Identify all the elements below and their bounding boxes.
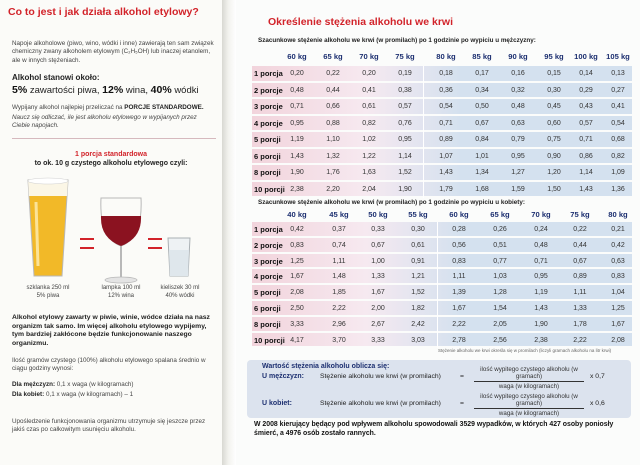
right-title: Określenie stężenia alkoholu we krwi	[268, 16, 453, 28]
bac-value-cell: 1,90	[534, 320, 548, 328]
bac-value-cell: 0,54	[611, 119, 625, 127]
bac-value-cell: 0,20	[290, 70, 304, 77]
portion-label: 6 porcji	[254, 151, 281, 161]
bac-value-cell: 1,22	[362, 152, 376, 160]
bac-value-cell: 0,13	[611, 70, 625, 77]
bac-value-cell: 1,67	[611, 320, 625, 328]
effect-paragraph: Alkohol etylowy zawarty w piwie, winie, wódce działa na nasz organizm tak samo. Im więcej alkoholu etylowego wypijemy, tym bardziej zakłócone będzie funkcjonowanie naszego organizmu.	[12, 314, 210, 347]
bac-value-cell: 3,33	[290, 320, 304, 328]
women-burn-formula: Dla kobiet: 0,1 x waga (w kilogramach) – 1	[12, 391, 134, 398]
bac-value-cell: 0,30	[547, 86, 561, 94]
bac-value-cell: 1,02	[362, 136, 376, 143]
left-title: Co to jest i jak działa alkohol etylowy?	[8, 6, 199, 18]
bac-value-cell: 0,61	[411, 241, 425, 249]
bac-value-cell: 0,48	[290, 86, 304, 94]
portion-label: 4 porcje	[254, 272, 283, 282]
portion-label: 10 porcji	[254, 335, 285, 345]
equals-sign-icon	[80, 238, 94, 249]
weight-header: 105 kg	[606, 52, 630, 61]
bac-value-cell: 1,48	[332, 273, 346, 281]
formula-men-label: U mężczyzn:	[262, 373, 305, 380]
bac-value-cell: 4,17	[290, 336, 304, 344]
bac-value-cell: 0,18	[439, 70, 453, 77]
bac-value-cell: 1,25	[611, 305, 625, 312]
bac-value-cell: 0,41	[362, 86, 376, 94]
bac-value-cell: 0,83	[290, 241, 304, 249]
portion-label: 2 porcje	[254, 85, 283, 95]
standard-portion-hint: Naucz się odliczać, ile jest alkoholu etylowego w wypijanych przez Ciebie napojach.	[12, 114, 197, 130]
bac-value-cell: 1,07	[439, 152, 453, 160]
portion-label: 3 porcje	[254, 102, 283, 111]
bac-value-cell: 0,91	[411, 257, 425, 265]
bac-value-cell: 0,66	[326, 103, 340, 110]
bac-value-cell: 2,78	[452, 336, 466, 344]
bac-value-cell: 1,19	[534, 289, 548, 297]
formula-men-lhs: Stężenie alkoholu we krwi (w promilach)	[320, 373, 441, 380]
bac-value-cell: 1,36	[611, 185, 625, 193]
bac-value-cell: 0,22	[326, 70, 340, 77]
column-separator	[437, 222, 438, 348]
bac-value-cell: 0,21	[611, 226, 625, 233]
weight-header: 90 kg	[508, 52, 528, 61]
intro-text: Napoje alkoholowe (piwo, wino, wódki i inne) zawierają ten sam związek chemiczny zwany alkoholem etylowym (C₂H₅OH) lub inaczej etanolem, ale w innych stężeniach.	[12, 40, 214, 64]
bac-value-cell: 0,15	[547, 70, 561, 77]
bac-value-cell: 1,67	[290, 273, 304, 281]
bac-value-cell: 0,43	[579, 103, 593, 110]
weight-header: 45 kg	[329, 210, 349, 219]
weight-header: 65 kg	[323, 52, 343, 61]
bac-value-cell: 0,61	[362, 103, 376, 110]
bac-value-cell: 0,84	[475, 136, 489, 143]
portion-label: 3 porcje	[254, 256, 283, 266]
bac-value-cell: 0,74	[332, 241, 346, 249]
bac-value-cell: 0,33	[371, 226, 385, 233]
bac-value-cell: 0,50	[475, 103, 489, 110]
bac-value-cell: 0,63	[511, 119, 525, 127]
bac-value-cell: 0,28	[452, 226, 466, 233]
bac-value-cell: 1,11	[573, 289, 587, 297]
bac-value-cell: 3,70	[332, 336, 346, 344]
bac-value-cell: 1,50	[547, 185, 561, 193]
weight-header: 70 kg	[531, 210, 551, 219]
weight-header: 80 kg	[608, 210, 628, 219]
bac-value-cell: 1,20	[547, 169, 561, 176]
bac-value-cell: 1,32	[326, 152, 340, 160]
bac-value-cell: 0,20	[362, 70, 376, 77]
bac-value-cell: 0,56	[452, 241, 466, 249]
portion-label: 4 porcje	[254, 118, 283, 128]
bac-value-cell: 0,82	[611, 152, 625, 160]
bac-value-cell: 2,00	[371, 305, 385, 312]
vodka-shot-glass-icon	[166, 236, 192, 280]
bac-value-cell: 0,67	[573, 257, 587, 265]
beer-glass-icon	[24, 176, 72, 280]
bac-value-cell: 1,34	[475, 169, 489, 176]
weight-header: 85 kg	[472, 52, 492, 61]
bac-value-cell: 0,29	[579, 86, 593, 94]
bac-value-cell: 0,42	[611, 241, 625, 249]
bac-value-cell: 0,95	[511, 152, 525, 160]
formula-women-factor: x 0,6	[590, 400, 605, 407]
bac-value-cell: 0,83	[452, 257, 466, 265]
bac-value-cell: 0,90	[547, 152, 561, 160]
weight-header: 65 kg	[490, 210, 510, 219]
bac-value-cell: 2,22	[573, 336, 587, 344]
bac-value-cell: 1,19	[290, 136, 304, 143]
weight-header: 80 kg	[436, 52, 456, 61]
bac-value-cell: 1,67	[371, 289, 385, 297]
bac-value-cell: 0,44	[573, 241, 587, 249]
bac-value-cell: 0,51	[493, 241, 507, 249]
standard-portion-subtitle: to ok. 10 g czystego alkoholu etylowego czyli:	[34, 160, 188, 167]
bac-value-cell: 1,52	[398, 169, 412, 176]
bac-value-cell: 1,63	[362, 169, 376, 176]
bac-value-cell: 1,67	[452, 305, 466, 312]
bac-value-cell: 0,57	[398, 103, 412, 110]
bac-value-cell: 1,39	[452, 289, 466, 297]
burn-rate-text: Ilość gramów czystego (100%) alkoholu etylowego spalana średnio w ciągu godziny wynosi:	[12, 357, 206, 373]
bac-value-cell: 1,43	[579, 185, 593, 193]
bac-value-cell: 2,22	[452, 320, 466, 328]
bac-value-cell: 1,10	[326, 136, 340, 143]
bac-value-cell: 0,71	[579, 136, 593, 143]
portion-label: 8 porcji	[254, 319, 281, 329]
bac-value-cell: 1,43	[290, 152, 304, 160]
weight-header: 55 kg	[408, 210, 428, 219]
bac-value-cell: 0,30	[411, 226, 425, 233]
table-note: Stężenie alkoholu we krwi określa się w promilach (liczyli gramach alkoholu na litr krwi)	[438, 348, 612, 353]
footer-note: Upośledzenie funkcjonowania organizmu utrzymuje się jeszcze przez jakiś czas po całkowitym usunięciu alkoholu.	[12, 418, 206, 434]
men-burn-formula: Dla mężczyzn: 0,1 x waga (w kilogramach)	[12, 381, 134, 388]
standard-portion-text: Wypijany alkohol najlepiej przeliczać na PORCJE STANDARDOWE.	[12, 104, 204, 111]
men-table-subtitle: Szacunkowe stężenie alkoholu we krwi (w promilach) po 1 godzinie po wypiciu u mężczyzny:	[258, 37, 536, 44]
alcohol-percentages: 5% zawartości piwa, 12% wina, 40% wódki	[12, 84, 199, 96]
bac-value-cell: 1,11	[452, 273, 466, 281]
bac-value-cell: 1,33	[573, 305, 587, 312]
bac-value-cell: 0,67	[475, 119, 489, 127]
bac-value-cell: 2,08	[611, 336, 625, 344]
bac-value-cell: 3,33	[371, 336, 385, 344]
weight-header: 75 kg	[570, 210, 590, 219]
bac-value-cell: 1,28	[493, 289, 507, 297]
bac-value-cell: 0,63	[611, 257, 625, 265]
beer-caption: szklanka 250 ml 5% piwa	[26, 285, 70, 299]
bac-value-cell: 2,42	[411, 320, 425, 328]
bac-value-cell: 2,56	[493, 336, 507, 344]
page-fold	[222, 0, 236, 465]
portion-label: 1 porcja	[254, 69, 283, 78]
bac-value-cell: 2,50	[290, 305, 304, 312]
bac-value-cell: 1,01	[475, 152, 489, 160]
bac-value-cell: 0,60	[547, 119, 561, 127]
bac-value-cell: 0,48	[534, 241, 548, 249]
bac-value-cell: 1,25	[290, 257, 304, 265]
bac-value-cell: 0,26	[493, 226, 507, 233]
bac-value-cell: 1,14	[579, 169, 593, 176]
weight-header: 40 kg	[287, 210, 307, 219]
bac-value-cell: 0,83	[611, 273, 625, 281]
bac-value-cell: 1,09	[611, 169, 625, 176]
weight-header: 60 kg	[449, 210, 469, 219]
bac-value-cell: 0,41	[611, 103, 625, 110]
bac-value-cell: 1,78	[573, 320, 587, 328]
weight-header: 95 kg	[544, 52, 564, 61]
bac-value-cell: 0,48	[511, 103, 525, 110]
weight-header: 50 kg	[368, 210, 388, 219]
bac-value-cell: 1,90	[290, 169, 304, 176]
bac-value-cell: 0,38	[398, 86, 412, 94]
bac-value-cell: 1,21	[411, 273, 425, 281]
bac-value-cell: 1,59	[511, 185, 525, 193]
bac-value-cell: 1,52	[411, 289, 425, 297]
bac-value-cell: 0,82	[362, 119, 376, 127]
bac-value-cell: 2,38	[534, 336, 548, 344]
portion-label: 8 porcji	[254, 168, 281, 177]
bac-value-cell: 0,37	[332, 226, 346, 233]
bac-value-cell: 2,67	[371, 320, 385, 328]
bac-value-cell: 0,14	[579, 70, 593, 77]
bac-value-cell: 0,71	[534, 257, 548, 265]
bac-value-cell: 1,03	[493, 273, 507, 281]
bac-value-cell: 1,90	[398, 185, 412, 193]
bac-value-cell: 1,85	[332, 289, 346, 297]
bac-value-cell: 1,00	[371, 257, 385, 265]
formula-women-fraction: ilość wypitego czystego alkoholu (w gramach) waga (w kilogramach)	[474, 393, 584, 417]
bac-value-cell: 1,11	[332, 257, 346, 265]
bac-value-cell: 0,95	[534, 273, 548, 281]
bac-value-cell: 0,44	[326, 86, 340, 94]
bac-value-cell: 2,04	[362, 185, 376, 193]
bac-value-cell: 1,27	[511, 169, 525, 176]
bac-value-cell: 0,24	[534, 226, 548, 233]
divider	[12, 138, 216, 139]
bac-value-cell: 0,77	[493, 257, 507, 265]
bac-value-cell: 0,79	[511, 136, 525, 143]
bac-value-cell: 0,42	[290, 226, 304, 233]
formula-men-factor: x 0,7	[590, 373, 605, 380]
bac-value-cell: 0,68	[611, 136, 625, 143]
column-separator	[423, 66, 424, 198]
bac-value-cell: 0,34	[475, 86, 489, 94]
formula-women-lhs: Stężenie alkoholu we krwi (w promilach)	[320, 400, 441, 407]
bac-value-cell: 1,68	[475, 185, 489, 193]
bac-value-cell: 1,33	[371, 273, 385, 281]
bac-value-cell: 3,03	[411, 336, 425, 344]
wine-caption: lampka 100 ml 12% wina	[101, 285, 141, 299]
bac-value-cell: 0,54	[439, 103, 453, 110]
portion-label: 1 porcja	[254, 225, 283, 234]
bac-value-cell: 2,05	[493, 320, 507, 328]
bac-value-cell: 2,38	[290, 185, 304, 193]
bac-value-cell: 0,45	[547, 103, 561, 110]
portion-label: 10 porcji	[254, 184, 285, 194]
bac-value-cell: 0,22	[573, 226, 587, 233]
content-heading: Alkohol stanowi około:	[12, 73, 100, 82]
bac-value-cell: 0,71	[439, 119, 453, 127]
bac-value-cell: 0,19	[398, 70, 412, 77]
bac-value-cell: 0,86	[579, 152, 593, 160]
bac-value-cell: 1,43	[439, 169, 453, 176]
bac-value-cell: 0,32	[511, 86, 525, 94]
bac-value-cell: 1,04	[611, 289, 625, 297]
bac-value-cell: 2,96	[332, 320, 346, 328]
bac-value-cell: 1,14	[398, 152, 412, 160]
weight-header: 60 kg	[287, 52, 307, 61]
bac-value-cell: 1,76	[326, 169, 340, 176]
bac-value-cell: 1,79	[439, 185, 453, 193]
formula-men-eq: =	[460, 373, 464, 380]
bac-value-cell: 0,95	[290, 119, 304, 127]
bac-value-cell: 0,95	[398, 136, 412, 143]
bac-value-cell: 0,16	[511, 70, 525, 77]
formula-women-eq: =	[460, 400, 464, 407]
bac-value-cell: 2,20	[326, 185, 340, 193]
bac-value-cell: 0,89	[573, 273, 587, 281]
bac-value-cell: 0,88	[326, 119, 340, 127]
vodka-caption: kieliszek 30 ml 40% wódki	[160, 285, 200, 299]
portion-label: 5 porcji	[254, 288, 281, 298]
formula-men-fraction: ilość wypitego czystego alkoholu (w gramach) waga (w kilogramach)	[474, 366, 584, 390]
bac-value-cell: 2,08	[290, 289, 304, 297]
bac-value-cell: 2,22	[332, 305, 346, 312]
weight-header: 75 kg	[395, 52, 415, 61]
portion-label: 6 porcji	[254, 304, 281, 313]
bac-value-cell: 0,67	[371, 241, 385, 249]
weight-header: 70 kg	[359, 52, 379, 61]
standard-portion-title: 1 porcja standardowa	[75, 151, 147, 158]
bac-value-cell: 0,17	[475, 70, 489, 77]
bac-value-cell: 0,76	[398, 119, 412, 127]
formula-title: Wartość stężenia alkoholu oblicza się:	[262, 363, 390, 370]
women-table-subtitle: Szacunkowe stężenie alkoholu we krwi (w promilach) po 1 godzinie po wypiciu u kobiety:	[258, 199, 525, 206]
portion-label: 2 porcje	[254, 240, 283, 250]
formula-women-label: U kobiet:	[262, 400, 292, 407]
equals-sign-icon	[148, 238, 162, 249]
bac-value-cell: 0,75	[547, 136, 561, 143]
bac-value-cell: 1,54	[493, 305, 507, 312]
wine-glass-icon	[98, 194, 144, 286]
portion-label: 5 porcji	[254, 135, 281, 144]
bac-value-cell: 0,27	[611, 86, 625, 94]
bac-value-cell: 0,36	[439, 86, 453, 94]
bac-value-cell: 0,57	[579, 119, 593, 127]
weight-header: 100 kg	[574, 52, 598, 61]
bac-value-cell: 0,71	[290, 103, 304, 110]
bac-value-cell: 0,89	[439, 136, 453, 143]
accident-statistics: W 2008 kierujący będący pod wpływem alkoholu spowodowali 3529 wypadków, w których 427 osoby poniosły śmierć, a 4976 osób zostało rannych.	[254, 421, 614, 437]
bac-value-cell: 1,43	[534, 305, 548, 312]
bac-value-cell: 1,82	[411, 305, 425, 312]
